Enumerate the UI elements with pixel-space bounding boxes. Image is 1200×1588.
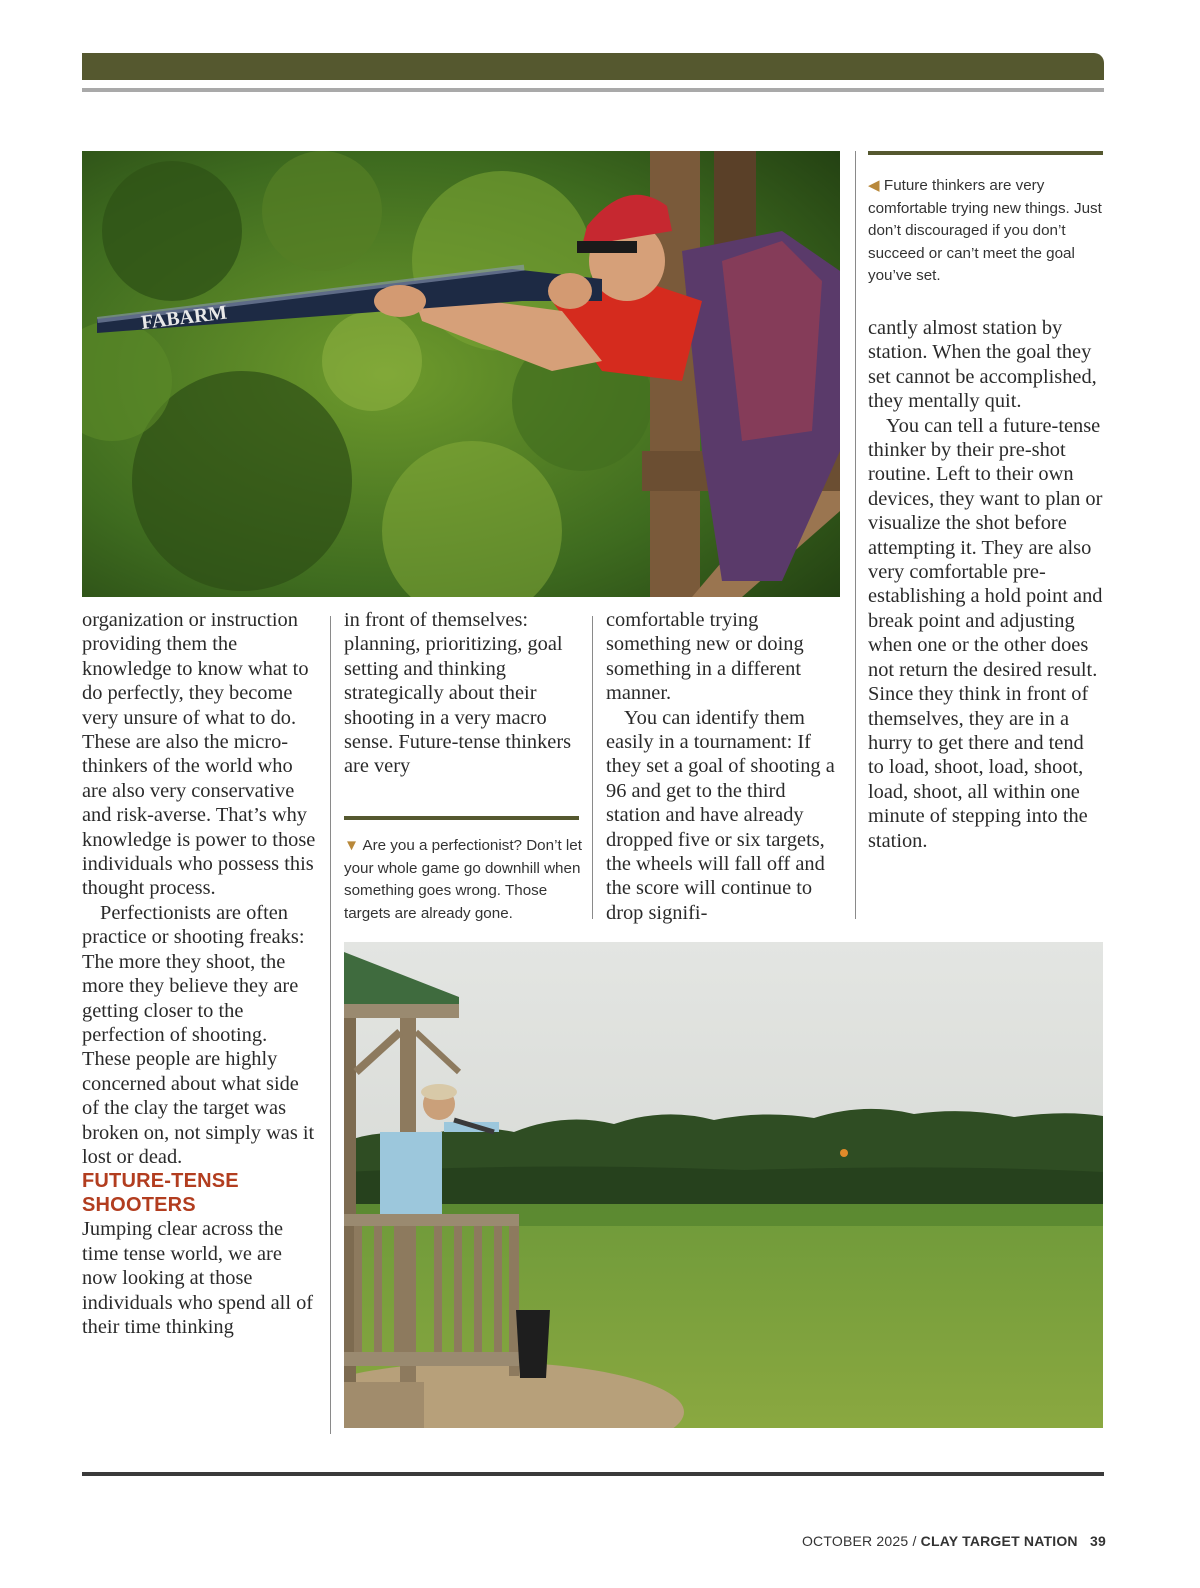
caption-pointer-left-icon: ◀ [868, 177, 880, 194]
column-divider-2 [592, 616, 593, 919]
caption-middle-rule [344, 816, 579, 820]
paragraph: Jumping clear across the time tense world, we are now looking at those individuals who spend all of their time thinking [82, 1218, 314, 1338]
footer-magazine-name: CLAY TARGET NATION [920, 1533, 1078, 1549]
photo-shooter-in-gazebo-image [344, 942, 1103, 1428]
page-footer [802, 1533, 1106, 1549]
paragraph: You can tell a future-tense thinker by their pre-shot routine. Left to their own devices, they want to plan or visualize the shot before attempting it. They are also very comfortable pre-establishing a hold point and break point and adjusting when one or the other does not return the desired result. Since they think in front of themselves, they are in a hurry to get there and tend to load, shoot, load, shoot, load, shoot, all within one minute of stepping into the station. [868, 414, 1103, 852]
page-number: 39 [1090, 1533, 1106, 1549]
footer-rule [82, 1472, 1104, 1476]
caption-top [868, 175, 1104, 288]
column-divider-4 [855, 151, 856, 919]
footer-date: OCTOBER 2025 / [801, 1533, 917, 1549]
top-gray-rule [82, 88, 1104, 92]
caption-middle [344, 835, 582, 925]
photo-shooter-aiming-image [82, 151, 840, 597]
column-divider-1 [330, 616, 331, 1434]
article-column-3 [606, 608, 842, 925]
caption-top-text: Future thinkers are very comfortable trying new things. Just don’t discouraged if you don’t succeed or can’t meet the goal you’ve set. [868, 177, 1102, 284]
article-column-2 [344, 608, 580, 779]
caption-pointer-down-icon: ▼ [344, 837, 360, 854]
paragraph: cantly almost station by station. When the goal they set cannot be accomplished, they mentally quit. [868, 317, 1097, 413]
gun-brand-text: FABARM [139, 301, 229, 334]
paragraph: organization or instruction providing them the knowledge to know what to do perfectly, they become very unsure of what to do. These are also the micro-thinkers of the world who are also very conservative and risk-averse. That’s why knowledge is power to those individuals who possess this thought process. [82, 609, 316, 900]
section-heading: FUTURE-TENSE SHOOTERS [82, 1170, 239, 1217]
article-column-1 [82, 608, 318, 1339]
paragraph: in front of themselves: planning, prioritizing, goal setting and thinking strategically about their shooting in a very macro sense. Future-tense thinkers are very [344, 609, 572, 778]
paragraph: comfortable trying something new or doing something in a different manner. [606, 609, 804, 705]
article-column-4 [868, 316, 1104, 853]
top-color-bar [82, 53, 1104, 80]
caption-top-rule [868, 151, 1103, 155]
photo-shooter-in-gazebo [344, 942, 1103, 1428]
paragraph: Perfectionists are often practice or shooting freaks: The more they shoot, the more they believe they are getting closer to the perfection of shooting. These people are highly concerned about what side of the clay the target was broken on, not simply was it lost or dead. [82, 901, 315, 1168]
paragraph: You can identify them easily in a tournament: If they set a goal of shooting a 96 and get to the third station and have already dropped five or six targets, the wheels will fall off and the score will continue to drop signifi- [606, 706, 835, 924]
photo-shooter-aiming [82, 151, 840, 597]
caption-middle-text: Are you a perfectionist? Don’t let your whole game go downhill when something goes wrong. Those targets are already gone. [344, 837, 582, 922]
